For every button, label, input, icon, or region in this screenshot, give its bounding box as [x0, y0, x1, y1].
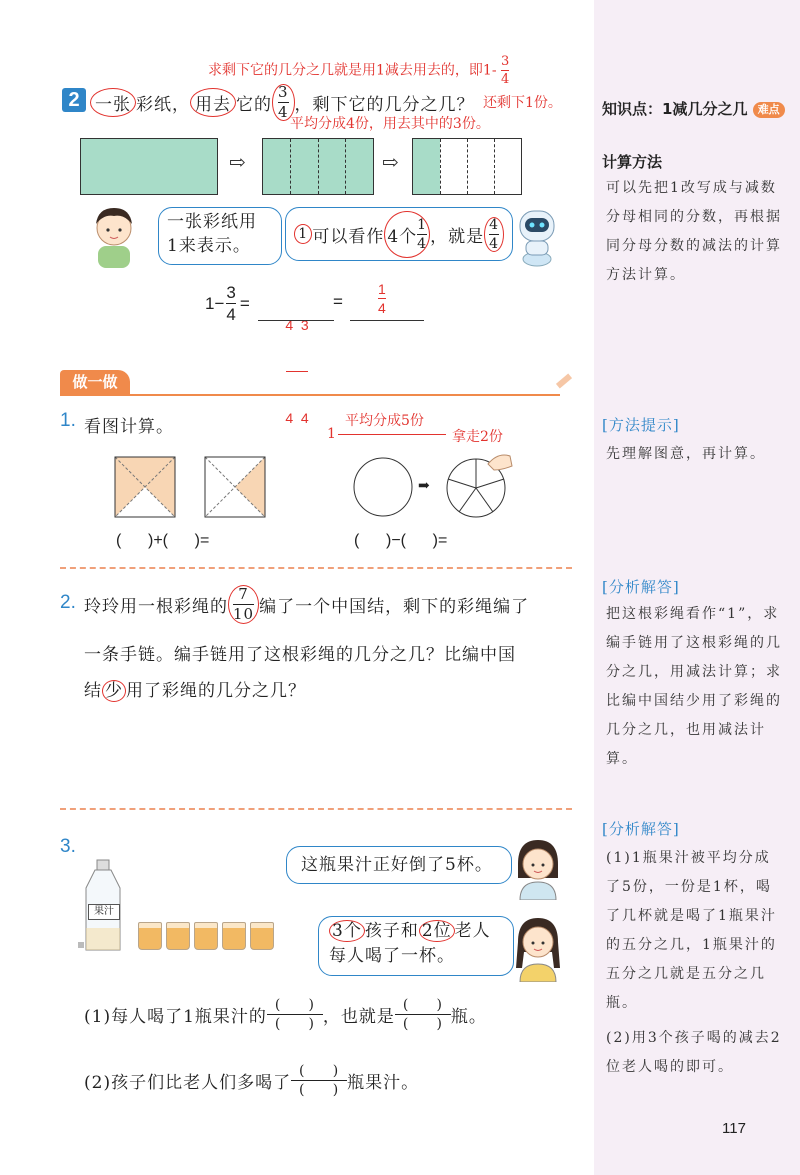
difficulty-badge: 难点 — [753, 102, 785, 118]
q1-annotation-arrow — [338, 434, 446, 435]
square-diagram-1 — [114, 456, 176, 518]
calc-answer1 — [262, 280, 332, 445]
q2-line2: 一条手链。编手链用了这根彩绳的几分之几？比编中国 — [84, 645, 516, 665]
robot-text-4: ，就是 — [430, 226, 485, 247]
circled-yizhang: 一张 — [90, 88, 136, 117]
q3-sub1-b: ，也就是 — [322, 1006, 395, 1027]
blank-denominator[interactable]: ( ) — [402, 1015, 443, 1032]
robot-bubble — [285, 207, 513, 261]
paper-divided — [262, 138, 374, 195]
q2-number: 2. — [60, 592, 76, 613]
fraction-denominator: 4 — [489, 235, 499, 252]
blank-fraction[interactable] — [395, 998, 451, 1031]
q2-fraction — [228, 585, 259, 624]
robot-fraction-whole — [484, 217, 504, 252]
analysis2-text1: (1)1瓶果汁被平均分成了5份，一份是1杯，喝了几杯就是喝了1瓶果汁的五分之几，1瓶果汁的五分之几就是五分之几瓶。 — [606, 850, 777, 1011]
q3-sub2-a: (2)孩子们比老人们多喝了 — [84, 1072, 292, 1093]
analysis1-head: [分析解答] — [602, 578, 680, 596]
cup-icon — [194, 922, 218, 950]
q3-number: 3. — [60, 836, 76, 857]
fraction-denominator: 4 — [417, 235, 428, 252]
blank-denominator[interactable]: ( ) — [299, 1081, 340, 1098]
example-number-badge: 2 — [62, 88, 86, 112]
analysis1-text: 把这根彩绳看作“1”，求编手链用了这根彩绳的几分之几，用减法计算；求比编中国结少用了彩绳的几分之几，也用减法计算。 — [606, 606, 782, 767]
boy-bubble — [158, 207, 282, 265]
circled-two: 2位 — [419, 920, 455, 942]
circle-whole — [352, 456, 414, 518]
paper-whole — [80, 138, 218, 195]
cup-icon — [138, 922, 162, 950]
calc-fraction — [226, 284, 235, 323]
fraction-numerator: 3 — [226, 283, 236, 302]
bottle-label: 果汁 — [88, 904, 120, 920]
fraction-numerator: 3 — [501, 54, 510, 69]
blank-numerator[interactable]: ( ) — [402, 996, 443, 1013]
blank-denominator[interactable]: ( ) — [274, 1015, 315, 1032]
robot-text-2: 可以看作 — [312, 226, 385, 247]
arrow-icon: ⇨ — [382, 150, 399, 174]
annotation-remaining: 还剩下1份。 — [483, 95, 562, 111]
square-diagram-2 — [204, 456, 266, 518]
q1-right-expression: ( )−( )= — [354, 532, 448, 549]
woman-illustration — [510, 834, 566, 900]
separator-2 — [60, 808, 572, 810]
circled-one: 1 — [294, 224, 312, 244]
annotation-top — [208, 55, 509, 86]
cup-icon — [222, 922, 246, 950]
fraction-denominator: 10 — [233, 604, 255, 623]
q-text-5: ，剩下它的几分之几？ — [294, 94, 475, 115]
q1-annotation-take: 拿走2份 — [452, 429, 503, 445]
arrow-icon: ⇨ — [229, 150, 246, 174]
knowledge-title — [602, 95, 792, 123]
tip-text: 先理解图意，再计算。 — [606, 446, 766, 462]
boy-bubble-line1: 一张彩纸用 — [167, 212, 257, 232]
arrow-right-icon: ➡ — [418, 478, 430, 494]
answer-line-1 — [258, 320, 334, 321]
method-title: 计算方法 — [602, 153, 663, 171]
fraction-denominator: 4 — [278, 102, 289, 121]
robot-fraction-quarter — [417, 218, 427, 251]
blank-fraction[interactable] — [291, 1064, 347, 1097]
annotation-top-text: 求剩下它的几分之几就是用1减去用去的，即1- — [208, 62, 497, 79]
answer-line-2 — [350, 320, 424, 321]
annotation-top-fraction — [501, 55, 509, 86]
tip-head: [方法提示] — [602, 416, 680, 434]
fraction-numerator: 4 — [489, 216, 499, 233]
q3-sub2-b: 瓶果汁。 — [347, 1072, 420, 1093]
fraction-denominator: 4 — [378, 300, 386, 316]
circled-yongqu: 用去 — [190, 88, 236, 117]
robot-illustration — [512, 205, 562, 267]
calc-eq: = — [239, 293, 250, 313]
paper-used — [412, 138, 522, 195]
separator-1 — [60, 567, 572, 569]
circled-four-group — [384, 211, 430, 258]
girl-illustration — [510, 912, 566, 982]
q3-sub1-a: (1)每人喝了1瓶果汁的 — [84, 1006, 267, 1027]
calc-answer2 — [378, 282, 386, 315]
q1-left-expression: ( )+( )= — [116, 532, 210, 549]
q1-text: 看图计算。 — [84, 417, 174, 437]
blank-fraction[interactable] — [267, 998, 323, 1031]
practice-header-rule — [60, 394, 560, 396]
calc-eq2: = — [333, 292, 343, 311]
knowledge-title-text: 知识点：1减几分之几 — [602, 100, 748, 118]
q2-line3-a: 结 — [84, 681, 102, 701]
q2-line1-a: 玲玲用一根彩绳的 — [84, 596, 228, 617]
fraction-denominator: 4 — [501, 72, 510, 87]
calc-answer1-num: 4 3 — [285, 317, 309, 333]
q3-bubble2-line1 — [329, 919, 503, 944]
circled-three: 3个 — [329, 920, 365, 942]
q-text-4: 它的 — [236, 94, 272, 115]
q1-annotation-one: 1 — [327, 426, 336, 442]
calc-answer1-den: 4 4 — [285, 410, 309, 426]
robot-text-3: 4个 — [387, 226, 418, 247]
q2-line1 — [84, 582, 529, 626]
cup-icon — [250, 922, 274, 950]
method-text: 可以先把1改写成与减数分母相同的分数，再根据同分母分数的减法的计算方法计算。 — [606, 180, 782, 283]
q2-line1-b: 编了一个中国结，剩下的彩绳编了 — [259, 596, 530, 617]
q3-bubble2-d: 老人 — [454, 921, 491, 941]
annotation-split: 平均分成4份，用去其中的3份。 — [290, 116, 490, 132]
analysis2-text2: (2)用3个孩子喝的减去2位老人喝的即可。 — [606, 1030, 782, 1075]
q3-bubble1: 这瓶果汁正好倒了5杯。 — [286, 846, 512, 884]
circle-divided — [440, 448, 516, 520]
q3-bubble2-line2: 每人喝了一杯。 — [329, 946, 455, 966]
q3-bubble2-b: 孩子和 — [364, 921, 419, 941]
q2-line3 — [84, 676, 306, 701]
q2-line3-c: 用了彩绳的几分之几？ — [126, 681, 306, 701]
fraction-numerator: 1 — [417, 216, 428, 233]
q3-bubble2 — [318, 916, 514, 976]
boy-bubble-line2: 1来表示。 — [167, 236, 251, 256]
circled-shao: 少 — [102, 680, 126, 702]
q-text-2: 彩纸， — [136, 94, 190, 115]
q3-sub1 — [84, 986, 487, 1042]
fraction-numerator: 3 — [278, 82, 289, 101]
pencil-icon — [556, 374, 572, 389]
blank-numerator[interactable]: ( ) — [274, 996, 315, 1013]
cup-icon — [166, 922, 190, 950]
boy-illustration — [84, 200, 144, 268]
analysis2-head: [分析解答] — [602, 820, 680, 838]
cups-row — [138, 922, 274, 950]
q1-annotation-split: 平均分成5份 — [345, 413, 424, 429]
blank-numerator[interactable]: ( ) — [299, 1062, 340, 1079]
page-number: 117 — [722, 1120, 746, 1137]
practice-header: 做一做 — [60, 370, 130, 394]
q3-sub2 — [84, 1052, 419, 1108]
q1-number: 1. — [60, 410, 76, 431]
q3-sub1-c: 瓶。 — [450, 1006, 487, 1027]
fraction-numerator: 1 — [378, 281, 386, 297]
calculation-row — [205, 284, 250, 323]
fraction-denominator: 4 — [226, 305, 236, 324]
calc-left: 1− — [205, 293, 225, 313]
fraction-numerator: 7 — [238, 584, 249, 603]
